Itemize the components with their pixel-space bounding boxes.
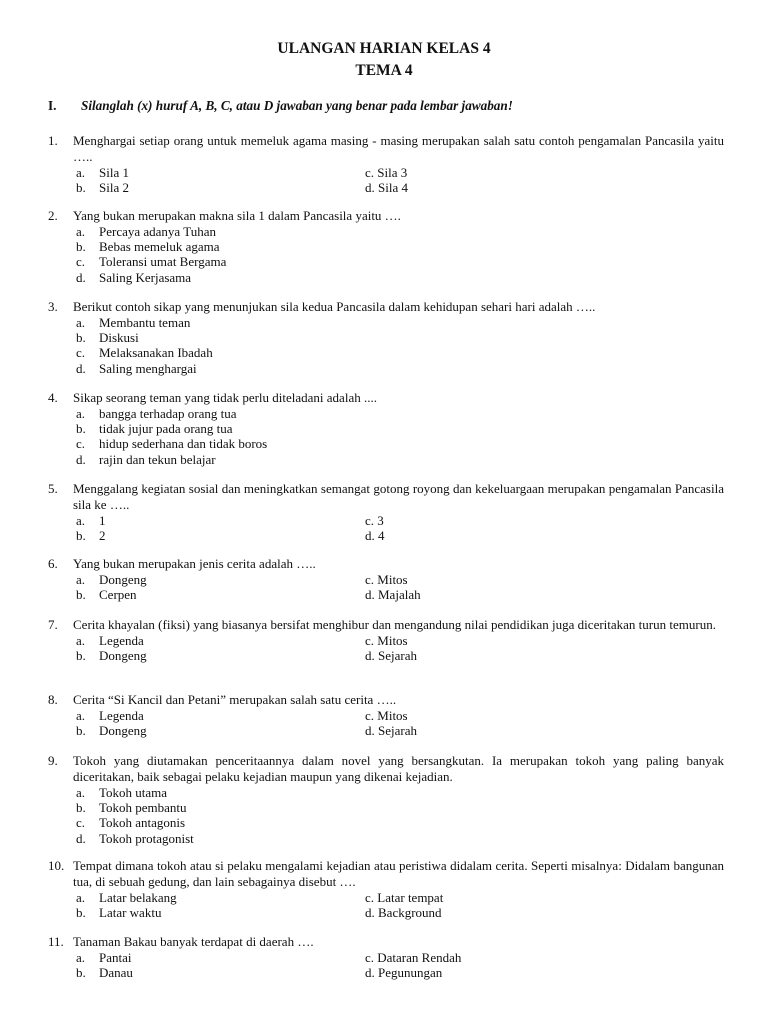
question-text: Tokoh yang diutamakan penceritaannya dalam novel yang bersangkutan. Ia merupakan tokoh yang paling banyak diceritakan, baik sebagai pelaku kejadian maupun yang dikenai kejadian. (73, 753, 724, 784)
option-text: Bebas memeluk agama (99, 239, 220, 255)
option-letter: a. (76, 513, 86, 528)
option-letter: b. (76, 330, 86, 346)
question-number: 2. (48, 208, 58, 223)
option-row (73, 785, 724, 800)
option-letter: b. (76, 239, 86, 255)
question-4 (48, 390, 724, 467)
question-1 (48, 133, 724, 195)
question-text: Cerita khayalan (fiksi) yang biasanya bersifat menghibur dan mengandung nilai pendidikan juga diceritakan turun temurun. (73, 617, 716, 632)
option-text: c. 3 (365, 513, 384, 528)
option-text: d. Majalah (365, 587, 421, 603)
option-letter: a. (76, 572, 86, 587)
option-letter: b. (76, 723, 86, 739)
option-row (73, 315, 724, 330)
option-row (73, 239, 724, 254)
option-row (73, 890, 724, 905)
answer-options (73, 572, 724, 602)
option-text: Percaya adanya Tuhan (99, 224, 216, 239)
option-row (73, 406, 724, 421)
option-row (73, 513, 724, 528)
option-text: Danau (99, 965, 133, 981)
answer-options (73, 406, 724, 467)
option-row (73, 708, 724, 723)
option-text: c. Latar tempat (365, 890, 444, 905)
option-letter: c. (76, 345, 86, 361)
question-9 (48, 753, 724, 846)
question-text: Yang bukan merupakan makna sila 1 dalam Pancasila yaitu …. (73, 208, 401, 223)
option-letter: b. (76, 905, 86, 921)
option-letter: c. (76, 254, 86, 270)
answer-options (73, 315, 724, 376)
option-row (73, 815, 724, 830)
option-letter: a. (76, 633, 86, 648)
option-letter: d. (76, 269, 86, 285)
answer-options (73, 633, 724, 663)
option-text: Legenda (99, 708, 144, 723)
option-text: d. Pegunungan (365, 965, 443, 981)
option-row (73, 345, 724, 360)
question-number: 6. (48, 556, 58, 571)
question-number: 9. (48, 753, 58, 768)
question-number: 8. (48, 692, 58, 707)
option-row (73, 587, 724, 602)
option-row (73, 528, 724, 543)
option-letter: b. (76, 965, 86, 981)
question-text: Menghargai setiap orang untuk memeluk agama masing - masing merupakan salah satu contoh pengamalan Pancasila yaitu ….. (73, 133, 724, 164)
question-number: 10. (48, 858, 65, 873)
option-text: Tokoh pembantu (99, 800, 187, 816)
option-text: Dongeng (99, 723, 147, 739)
answer-options (73, 165, 724, 195)
question-6 (48, 556, 724, 602)
question-7 (48, 617, 724, 663)
question-number: 4. (48, 390, 58, 405)
option-row (73, 633, 724, 648)
question-number: 11. (48, 934, 64, 949)
option-text: Melaksanakan Ibadah (99, 345, 213, 361)
page-subtitle: TEMA 4 (355, 62, 413, 79)
option-text: c. Mitos (365, 572, 408, 587)
instruction-text: Silanglah (x) huruf A, B, C, atau D jawaban yang benar pada lembar jawaban! (81, 98, 513, 113)
question-text: Sikap seorang teman yang tidak perlu diteladani adalah .... (73, 390, 377, 405)
question-number: 5. (48, 481, 58, 496)
option-letter: b. (76, 528, 86, 544)
option-row (73, 572, 724, 587)
option-text: 2 (99, 528, 106, 544)
answer-options (73, 890, 724, 920)
question-8 (48, 692, 724, 738)
option-row (73, 950, 724, 965)
option-text: 1 (99, 513, 106, 528)
section-number: I. (48, 98, 57, 113)
option-text: tidak jujur pada orang tua (99, 421, 233, 437)
option-text: Cerpen (99, 587, 137, 603)
option-text: Toleransi umat Bergama (99, 254, 227, 270)
option-letter: a. (76, 890, 86, 905)
option-row (73, 905, 724, 920)
option-row (73, 330, 724, 345)
option-letter: b. (76, 587, 86, 603)
option-row (73, 270, 724, 285)
option-letter: b. (76, 180, 86, 196)
option-text: c. Dataran Rendah (365, 950, 462, 965)
option-letter: a. (76, 224, 86, 239)
answer-options (73, 708, 724, 738)
option-row (73, 648, 724, 663)
question-text: Cerita “Si Kancil dan Petani” merupakan salah satu cerita ….. (73, 692, 397, 707)
option-text: d. Background (365, 905, 442, 921)
option-letter: a. (76, 785, 86, 800)
option-row (73, 254, 724, 269)
question-text: Berikut contoh sikap yang menunjukan sila kedua Pancasila dalam kehidupan sehari hari adalah ….. (73, 299, 596, 314)
option-row (73, 421, 724, 436)
option-letter: d. (76, 830, 86, 846)
question-11 (48, 934, 724, 980)
question-5 (48, 481, 724, 543)
option-text: Pantai (99, 950, 132, 965)
option-letter: a. (76, 708, 86, 723)
answer-options (73, 224, 724, 285)
option-text: Tokoh utama (99, 785, 168, 800)
option-letter: c. (76, 815, 86, 831)
option-letter: d. (76, 360, 86, 376)
option-text: Saling Kerjasama (99, 269, 192, 285)
option-text: c. Mitos (365, 633, 408, 648)
option-text: d. Sila 4 (365, 180, 408, 196)
option-row (73, 831, 724, 846)
question-2 (48, 208, 724, 285)
option-letter: b. (76, 800, 86, 816)
option-text: d. Sejarah (365, 723, 417, 739)
option-row (73, 224, 724, 239)
option-text: rajin dan tekun belajar (99, 451, 216, 467)
option-letter: a. (76, 950, 86, 965)
answer-options (73, 785, 724, 846)
option-text: Diskusi (99, 330, 139, 346)
option-text: Sila 1 (99, 165, 129, 180)
option-text: hidup sederhana dan tidak boros (99, 436, 268, 452)
question-text: Yang bukan merupakan jenis cerita adalah ….. (73, 556, 316, 571)
option-letter: b. (76, 421, 86, 437)
option-text: Dongeng (99, 572, 147, 587)
question-text: Tanaman Bakau banyak terdapat di daerah …. (73, 934, 314, 949)
option-text: bangga terhadap orang tua (99, 406, 237, 421)
answer-options (73, 513, 724, 543)
question-number: 1. (48, 133, 58, 148)
question-text: Tempat dimana tokoh atau si pelaku mengalami kejadian atau peristiwa didalam cerita. Seperti misalnya: Didalam bangunan tua, di sebuah gedung, dan lain sebagainya disebut …. (73, 858, 724, 889)
answer-options (73, 950, 724, 980)
option-row (73, 800, 724, 815)
option-row (73, 180, 724, 195)
option-text: Legenda (99, 633, 144, 648)
option-text: Membantu teman (99, 315, 191, 330)
option-text: Latar waktu (99, 905, 162, 921)
page-title: ULANGAN HARIAN KELAS 4 (277, 40, 491, 57)
option-text: Saling menghargai (99, 360, 197, 376)
option-row (73, 165, 724, 180)
question-3 (48, 299, 724, 376)
option-row (73, 965, 724, 980)
option-text: Latar belakang (99, 890, 177, 905)
option-row (73, 452, 724, 467)
question-text: Menggalang kegiatan sosial dan meningkatkan semangat gotong royong dan kekeluargaan merupakan pengamalan Pancasila sila ke ….. (73, 481, 724, 512)
option-letter: a. (76, 406, 86, 421)
option-letter: c. (76, 436, 86, 452)
option-text: d. Sejarah (365, 648, 417, 664)
option-text: d. 4 (365, 528, 385, 544)
option-row (73, 361, 724, 376)
option-letter: d. (76, 451, 86, 467)
option-letter: a. (76, 315, 86, 330)
option-text: Tokoh antagonis (99, 815, 186, 831)
option-text: Dongeng (99, 648, 147, 664)
option-text: Tokoh protagonist (99, 830, 194, 846)
question-number: 3. (48, 299, 58, 314)
option-letter: b. (76, 648, 86, 664)
question-number: 7. (48, 617, 58, 632)
question-10 (48, 858, 724, 920)
option-row (73, 723, 724, 738)
option-text: Sila 2 (99, 180, 129, 196)
option-text: c. Sila 3 (365, 165, 408, 180)
option-letter: a. (76, 165, 86, 180)
option-row (73, 436, 724, 451)
option-text: c. Mitos (365, 708, 408, 723)
